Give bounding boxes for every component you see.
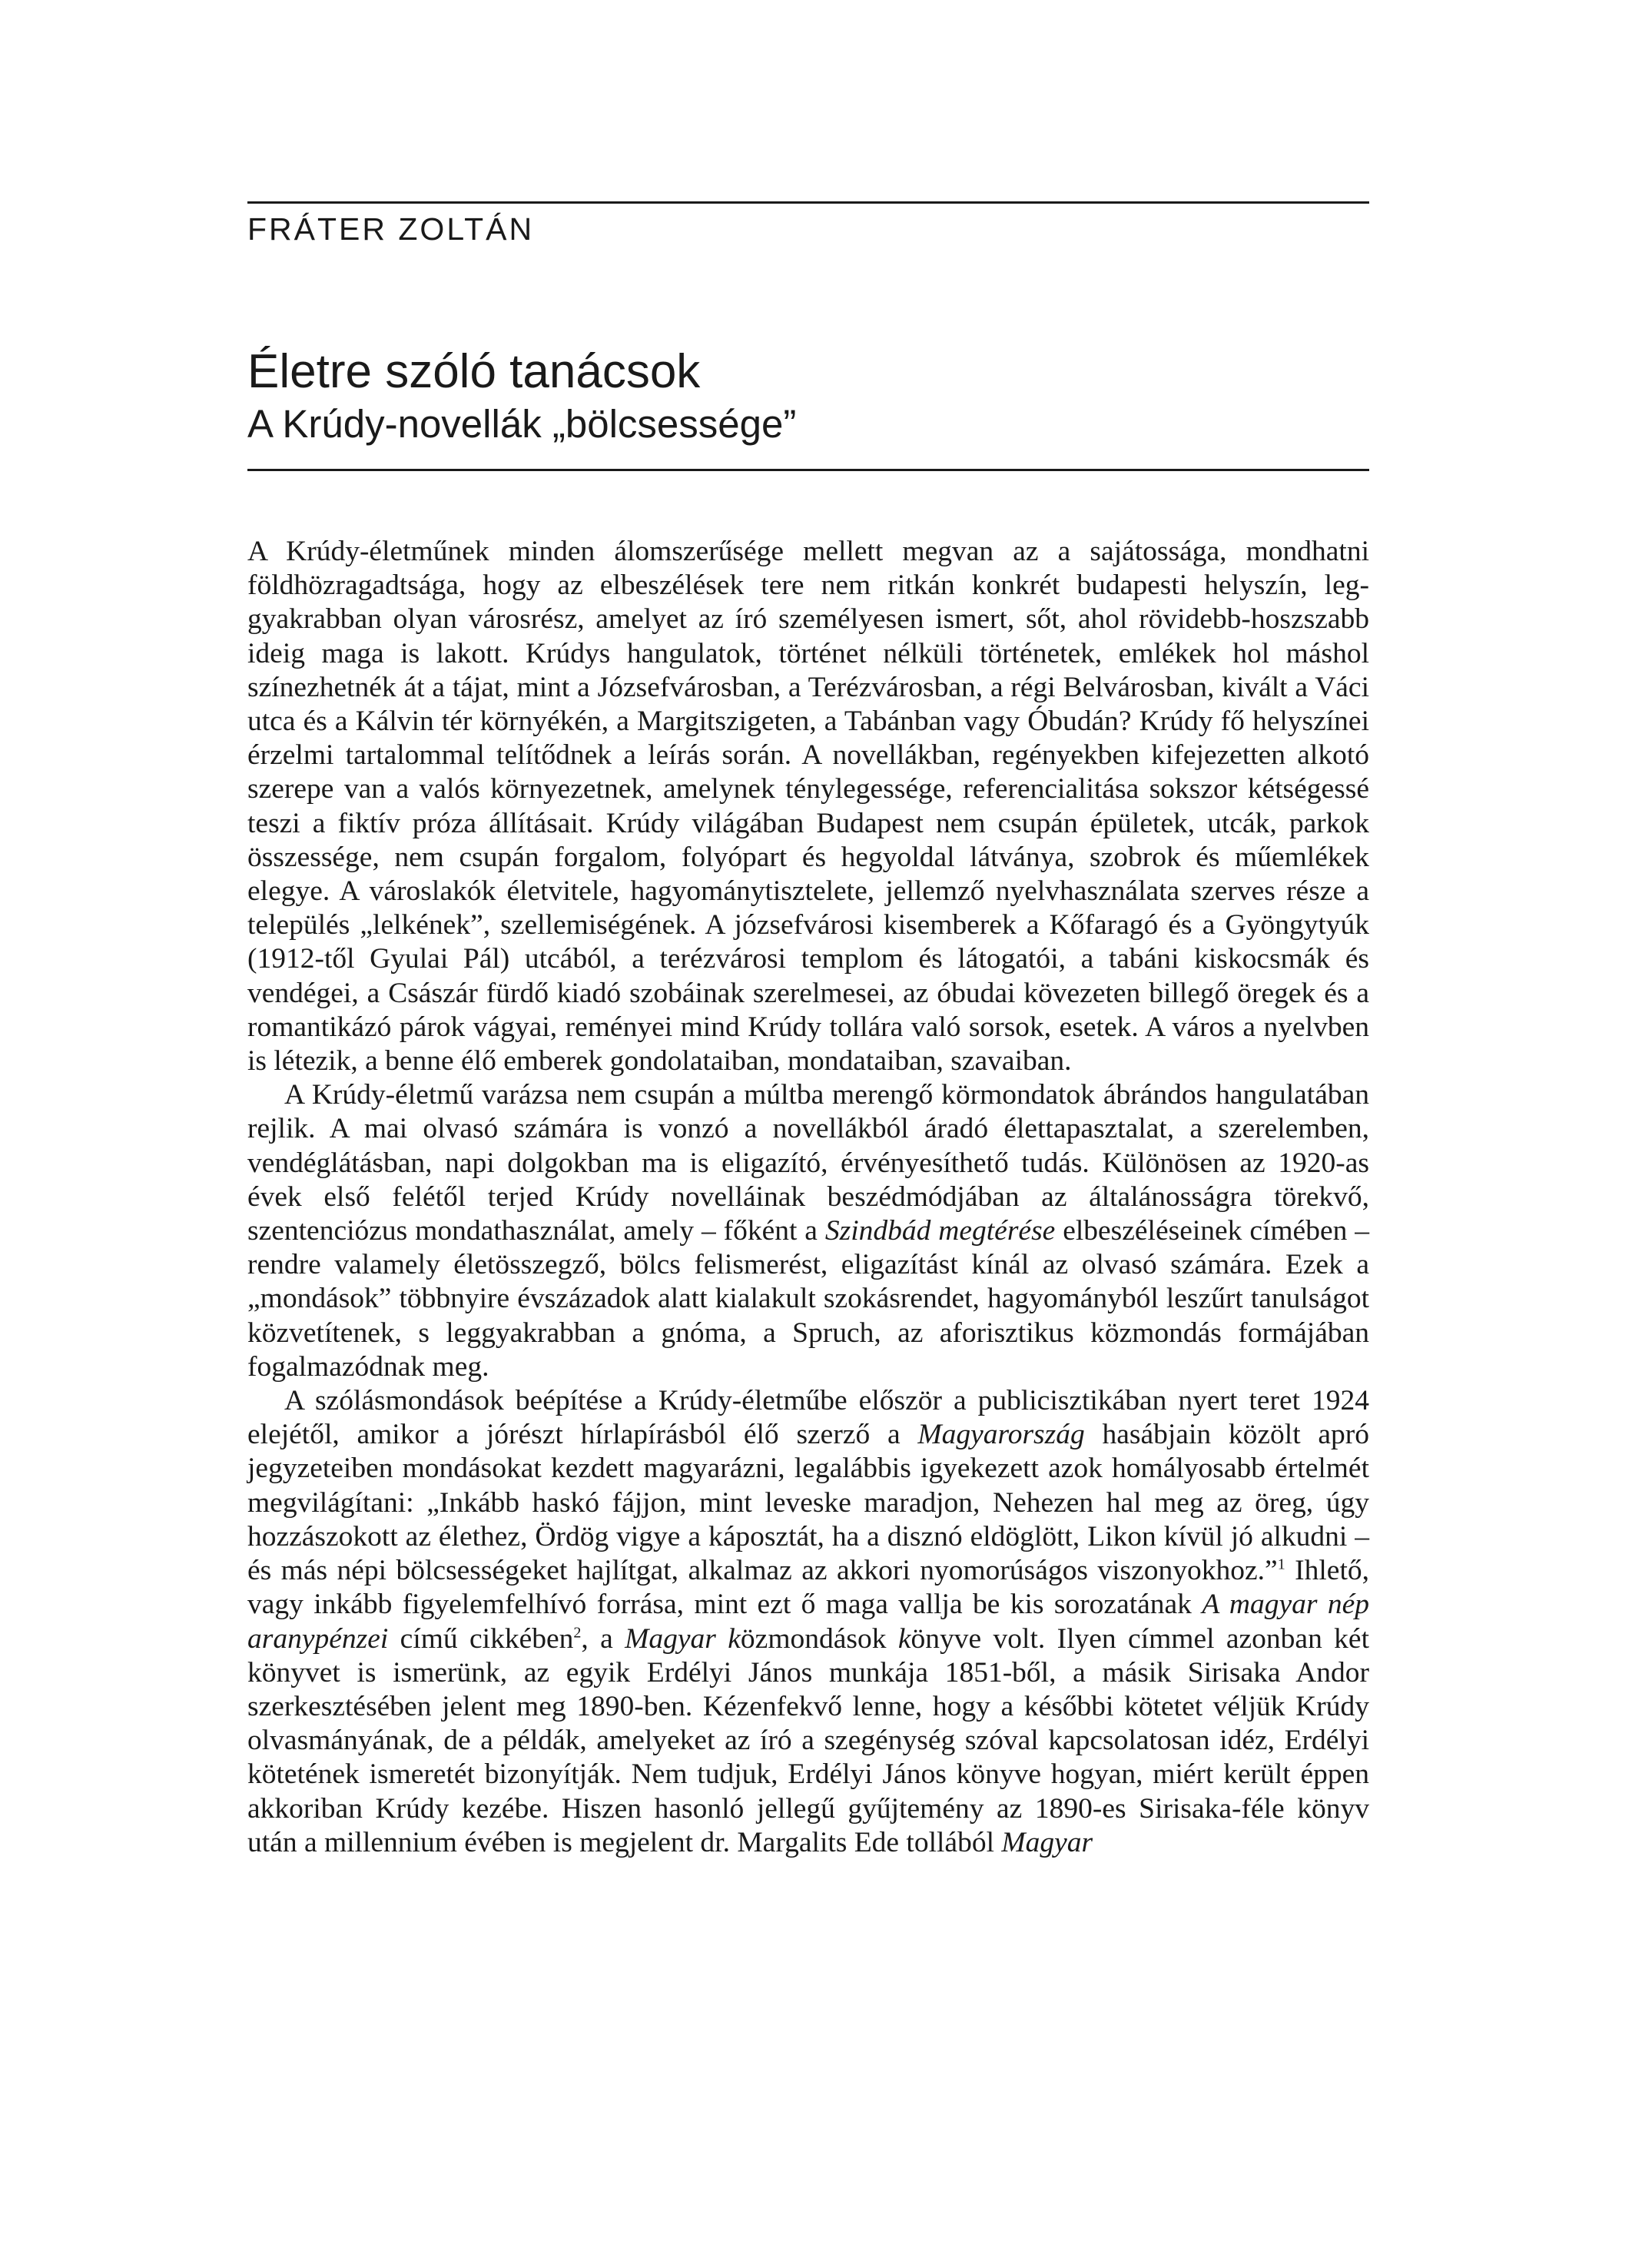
paragraph-text: A Krúdy-életmű varázsa nem csupán a múltba merengő körmondatok ábrándos hangulatában rejlik. A mai olvasó számára is vonzó a novellákból áradó élettapasztalat, a szerelemben, vendéglátásban, napi dolgokban ma is eligazító, érvényesíthető tudás. Különösen az 1920-as évek első felétől terjed Krúdy novelláinak beszédmódjában az általánosságra törekvő, szentenciózus mondathasználat, amely – főként a [247,1079,1369,1247]
body-paragraph [247,1384,1369,1860]
italic-text: Szindbád megtérése [824,1215,1056,1247]
footnote-ref: 2 [573,1624,582,1641]
title-rule [247,469,1369,471]
paragraph-text: című cikkében [388,1622,574,1655]
article-title: Életre szóló tanácsok [247,345,701,398]
paragraph-text: elbeszéléseinek címében – rendre valamely életösszegző, bölcs felismerést, eligazítást kínál az olvasó számára. Ezek a „mondások” többnyire évszázadok alatt kialakult szokásrendet, hagyományból leszűrt tanulságot közvetítenek, s leggyakrabban a gnóma, a Spruch, az aforisztikus közmondás formájában fogalmazódnak meg. [247,1215,1369,1383]
article-subtitle: A Krúdy-novellák „bölcsessége” [247,402,797,446]
italic-text: Magyarország [917,1419,1085,1451]
italic-text: A magyar nép aranypénzei [247,1589,1369,1655]
article-heading [247,344,1369,449]
italic-text: Magyar k [625,1622,741,1655]
paragraph-text: önyve volt. Ilyen címmel azonban két könyvet is ismerünk, az egyik Erdélyi János munkája 1851-ből, a másik Sirisaka Andor szerkesztésében jelent meg 1890-ben. Kézenfekvő lenne, hogy a későbbi kötetet véljük Krúdy olvasmányának, de a példák, amelyeket az író a szegénység szóval kapcsolatosan idéz, Erdélyi kötetének ismeretét bizonyítják. Nem tudjuk, Erdélyi János könyve hogyan, miért került éppen akkoriban Krúdy kezébe. Hiszen hasonló jellegű gyűjtemény az 1890-es Sirisaka-féle könyv után a millennium évében is megjelent dr. Margalits Ede tollából [247,1622,1370,1858]
body-paragraph [247,1078,1369,1384]
article-body [247,535,1369,1860]
paragraph-text: özmondások [740,1622,898,1655]
paragraph-text: A Krúdy-életműnek minden álomszerűsége mellett megvan az a sajátossága, mondhatni földhözragadtsága, hogy az elbeszélések tere nem ritkán konkrét budapesti helyszín, leggyakrabban olyan városrész, amelyet az író személyesen ismert, sőt, ahol rövidebb-hoszszabb ideig maga is lakott. Krúdys hangulatok, történet nélküli történetek, emlékek hol máshol színezhetnék át a tájat, mint a Józsefvárosban, a Terézvárosban, a régi Belvárosban, kivált a Váci utca és a Kálvin tér környékén, a Margitszigeten, a Tabánban vagy Óbudán? Krúdy fő helyszínei érzelmi tartalommal telítődnek a leírás során. A novellákban, regényekben kifejezetten alkotó szerepe van a valós környezetnek, amelynek ténylegessége, referencialitása sokszor kétségessé teszi a fiktív próza állításait. Krúdy világában Budapest nem csupán épületek, utcák, parkok összessége, nem csupán forgalom, folyópart és hegyoldal látványa, szobrok és műemlékek elegye. A városlakók életvitele, hagyománytisztelete, jellemző nyelvhasználata szerves része a település „lelkének”, szellemiségének. A józsefvárosi kisemberek a Kőfaragó és a Gyöngytyúk (1912-től Gyulai Pál) utcából, a terézvárosi templom és látogatói, a tabáni kiskocsmák és vendégei, a Császár fürdő kiadó szobáinak szerelmesei, az óbudai kövezeten billegő öregek és a romantikázó párok vágyai, reményei mind Krúdy tollára való sorsok, esetek. A város a nyelvben is létezik, a benne élő emberek gondolataiban, mondataiban, szavaiban. [247,536,1369,1078]
author-name: FRÁTER ZOLTÁN [247,211,535,247]
italic-text: Magyar [1001,1826,1093,1858]
italic-text: k [897,1622,911,1655]
paragraph-text: , a [581,1622,625,1655]
header-rule [247,201,1369,204]
paragraph-text: Ihlető, vagy inkább figyelemfelhívó forrása, mint ezt ő maga vallja be kis sorozatának [247,1555,1369,1621]
body-paragraph [247,535,1369,1078]
paragraph-text: hasábjain közölt apró jegyzeteiben mondásokat kezdett magyarázni, legalábbis igyekezett azok homályosabb értelmét megvilágítani: „Inkább haskó fájjon, mint leveske maradjon, Nehezen hal meg az öreg, úgy hozzászokott az élethez, Ördög vigye a káposztát, ha a disznó eldöglött, Likon kívül jó alkudni – és más népi bölcsességeket hajlítgat, alkalmaz az akkori nyomorúságos viszonyokhoz.” [247,1419,1369,1587]
paragraph-text: A szólásmondások beépítése a Krúdy-életműbe először a publicisztikában nyert teret 1924 elejétől, amikor a jórészt hírlapírásból élő szerző a [247,1385,1369,1451]
footnote-ref: 1 [1277,1556,1285,1573]
